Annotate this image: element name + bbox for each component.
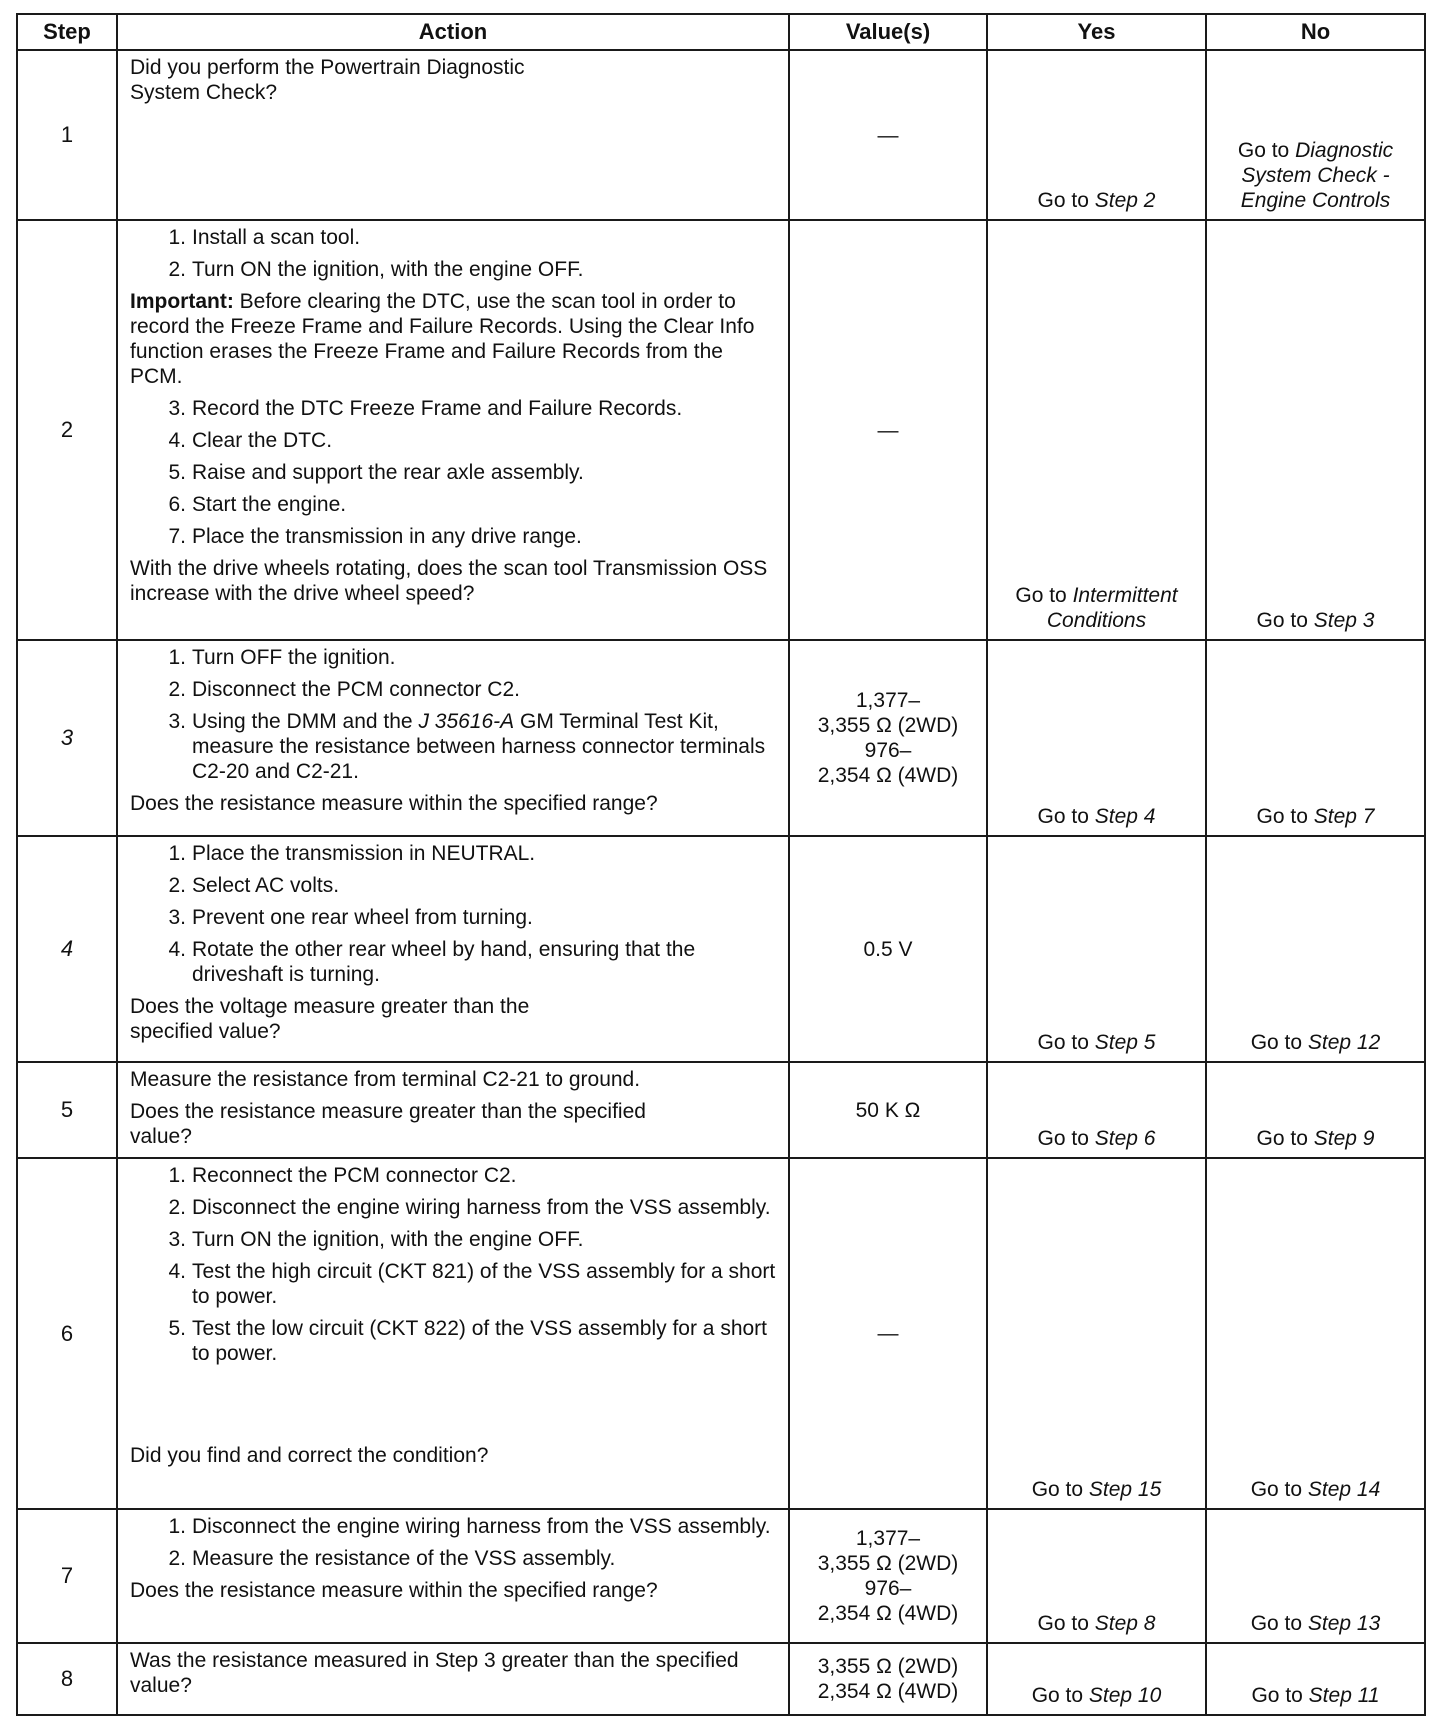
yes-link[interactable]: Step 4 [1094,805,1156,828]
no-link[interactable]: Step 11 [1308,1684,1380,1707]
yes-link[interactable]: Step 5 [1094,1031,1156,1054]
yes-link[interactable]: Intermittent Conditions [1046,584,1178,632]
table-row-step-6 [17,1158,1425,1509]
action-cell [117,50,789,220]
question: Does the resistance measure within the specified range? [130,1579,658,1602]
table-row-step-1 [17,50,1425,220]
list-item: 4. Test the high circuit (CKT 821) of the VSS assembly for a short to power. [168,1260,776,1308]
header-no: No [1206,14,1425,50]
yes-prefix: Go to [1015,584,1073,607]
header-action: Action [117,14,789,50]
action-cell [117,1643,789,1715]
step-number: 2 [17,220,117,640]
list-item: 4. Clear the DTC. [168,429,333,452]
step-number: 6 [17,1158,117,1509]
yes-link[interactable]: Step 15 [1088,1478,1162,1501]
no-link[interactable]: Step 12 [1307,1031,1381,1054]
value-cell: 1,377– 3,355 Ω (2WD) 976– 2,354 Ω (4WD) [789,640,987,836]
yes-prefix: Go to [1037,1127,1095,1150]
no-cell [1206,1643,1425,1715]
step-number: 7 [17,1509,117,1643]
no-link[interactable]: Step 7 [1313,805,1375,828]
list-item: 3. Prevent one rear wheel from turning. [168,906,533,929]
no-cell [1206,1158,1425,1509]
value-cell: 1,377– 3,355 Ω (2WD) 976– 2,354 Ω (4WD) [789,1509,987,1643]
yes-prefix: Go to [1037,805,1095,828]
no-prefix: Go to [1250,1031,1308,1054]
table-row-step-3 [17,640,1425,836]
list-item: 3. Turn ON the ignition, with the engine OFF. [168,1228,584,1251]
value-cell: 3,355 Ω (2WD) 2,354 Ω (4WD) [789,1643,987,1715]
no-link[interactable]: Step 14 [1307,1478,1381,1501]
tool-reference: J 35616-A [418,710,515,733]
important-text: Before clearing the DTC, use the scan tool in order to record the Freeze Frame and Failure Records. Using the Clear Info function erases the Freeze Frame and Failure Records from the PCM. [130,290,755,388]
list-item: 2. Turn ON the ignition, with the engine OFF. [168,258,584,281]
yes-prefix: Go to [1031,1684,1089,1707]
question: Does the voltage measure greater than the specified value? [130,995,530,1043]
no-cell [1206,220,1425,640]
list-item: 1. Place the transmission in NEUTRAL. [168,842,536,865]
statement: Measure the resistance from terminal C2-21 to ground. [130,1068,641,1091]
diagnostic-page [16,13,1424,1716]
yes-cell [987,50,1206,220]
list-item: 2. Select AC volts. [168,874,340,897]
table-row-step-5 [17,1062,1425,1158]
question: With the drive wheels rotating, does the scan tool Transmission OSS increase with the drive wheel speed? [130,557,768,605]
list-item: 2. Disconnect the engine wiring harness from the VSS assembly. [168,1196,771,1219]
yes-cell [987,640,1206,836]
list-item: 1. Turn OFF the ignition. [168,646,396,669]
table-row-step-8 [17,1643,1425,1715]
list-item: 2. Measure the resistance of the VSS assembly. [168,1547,616,1570]
table-row-step-4 [17,836,1425,1062]
no-prefix: Go to [1250,1478,1308,1501]
yes-cell [987,836,1206,1062]
important-label: Important: [130,290,234,313]
yes-cell [987,1643,1206,1715]
no-cell [1206,50,1425,220]
action-cell [117,1158,789,1509]
yes-cell [987,1158,1206,1509]
list-item: 5. Test the low circuit (CKT 822) of the VSS assembly for a short to power. [168,1317,768,1365]
step-number: 5 [17,1062,117,1158]
value-cell: — [789,50,987,220]
no-link[interactable]: Step 13 [1307,1612,1381,1635]
no-prefix: Go to [1256,805,1314,828]
value-cell: 0.5 V [789,836,987,1062]
list-item: 1. Reconnect the PCM connector C2. [168,1164,517,1187]
list-item: 2. Disconnect the PCM connector C2. [168,678,520,701]
list-item: 7. Place the transmission in any drive range. [168,525,582,548]
list-item: 1. Disconnect the engine wiring harness from the VSS assembly. [168,1515,771,1538]
yes-cell [987,1062,1206,1158]
value-cell: — [789,220,987,640]
yes-link[interactable]: Step 10 [1088,1684,1162,1707]
list-item: 6. Start the engine. [168,493,347,516]
header-values: Value(s) [789,14,987,50]
question: Does the resistance measure within the specified range? [130,792,658,815]
yes-prefix: Go to [1031,1478,1089,1501]
question: Does the resistance measure greater than the specified value? [130,1100,646,1148]
list-item: 4. Rotate the other rear wheel by hand, ensuring that the driveshaft is turning. [168,938,696,986]
header-row [17,14,1425,50]
no-prefix: Go to [1250,1612,1308,1635]
yes-link[interactable]: Step 2 [1094,189,1156,212]
important-note [130,289,778,389]
action-cell [117,640,789,836]
action-cell [117,1062,789,1158]
action-cell [117,836,789,1062]
yes-link[interactable]: Step 6 [1094,1127,1156,1150]
diagnostic-table [16,13,1426,1716]
question: Did you find and correct the condition? [130,1444,489,1467]
no-cell [1206,640,1425,836]
no-cell [1206,836,1425,1062]
list-item: 5. Raise and support the rear axle assembly. [168,461,584,484]
header-step: Step [17,14,117,50]
table-row-step-7 [17,1509,1425,1643]
no-link[interactable]: Diagnostic System Check - Engine Controls [1240,139,1394,212]
header-yes: Yes [987,14,1206,50]
step-number: 8 [17,1643,117,1715]
no-link[interactable]: Step 3 [1313,609,1375,632]
question: Did you perform the Powertrain Diagnostic System Check? [130,56,525,104]
no-prefix: Go to [1256,1127,1314,1150]
list-item: 3. Using the DMM and the J 35616-A GM Terminal Test Kit, measure the resistance between harness connector terminals C2-20 and C2-21. [168,710,766,783]
step-number: 1 [17,50,117,220]
no-cell [1206,1062,1425,1158]
list-item: 1. Install a scan tool. [168,226,361,249]
yes-prefix: Go to [1037,1612,1095,1635]
no-prefix: Go to [1256,609,1314,632]
action-cell [117,1509,789,1643]
action-cell [117,220,789,640]
value-cell: — [789,1158,987,1509]
yes-cell [987,220,1206,640]
step-number: 4 [17,836,117,1062]
no-prefix: Go to [1237,139,1296,162]
no-prefix: Go to [1251,1684,1309,1707]
yes-cell [987,1509,1206,1643]
no-cell [1206,1509,1425,1643]
list-item: 3. Record the DTC Freeze Frame and Failure Records. [168,397,683,420]
yes-prefix: Go to [1037,1031,1095,1054]
question: Was the resistance measured in Step 3 greater than the specified value? [130,1649,739,1697]
value-cell: 50 K Ω [789,1062,987,1158]
step-number: 3 [17,640,117,836]
table-row-step-2 [17,220,1425,640]
no-link[interactable]: Step 9 [1313,1127,1375,1150]
yes-link[interactable]: Step 8 [1094,1612,1156,1635]
yes-prefix: Go to [1037,189,1095,212]
